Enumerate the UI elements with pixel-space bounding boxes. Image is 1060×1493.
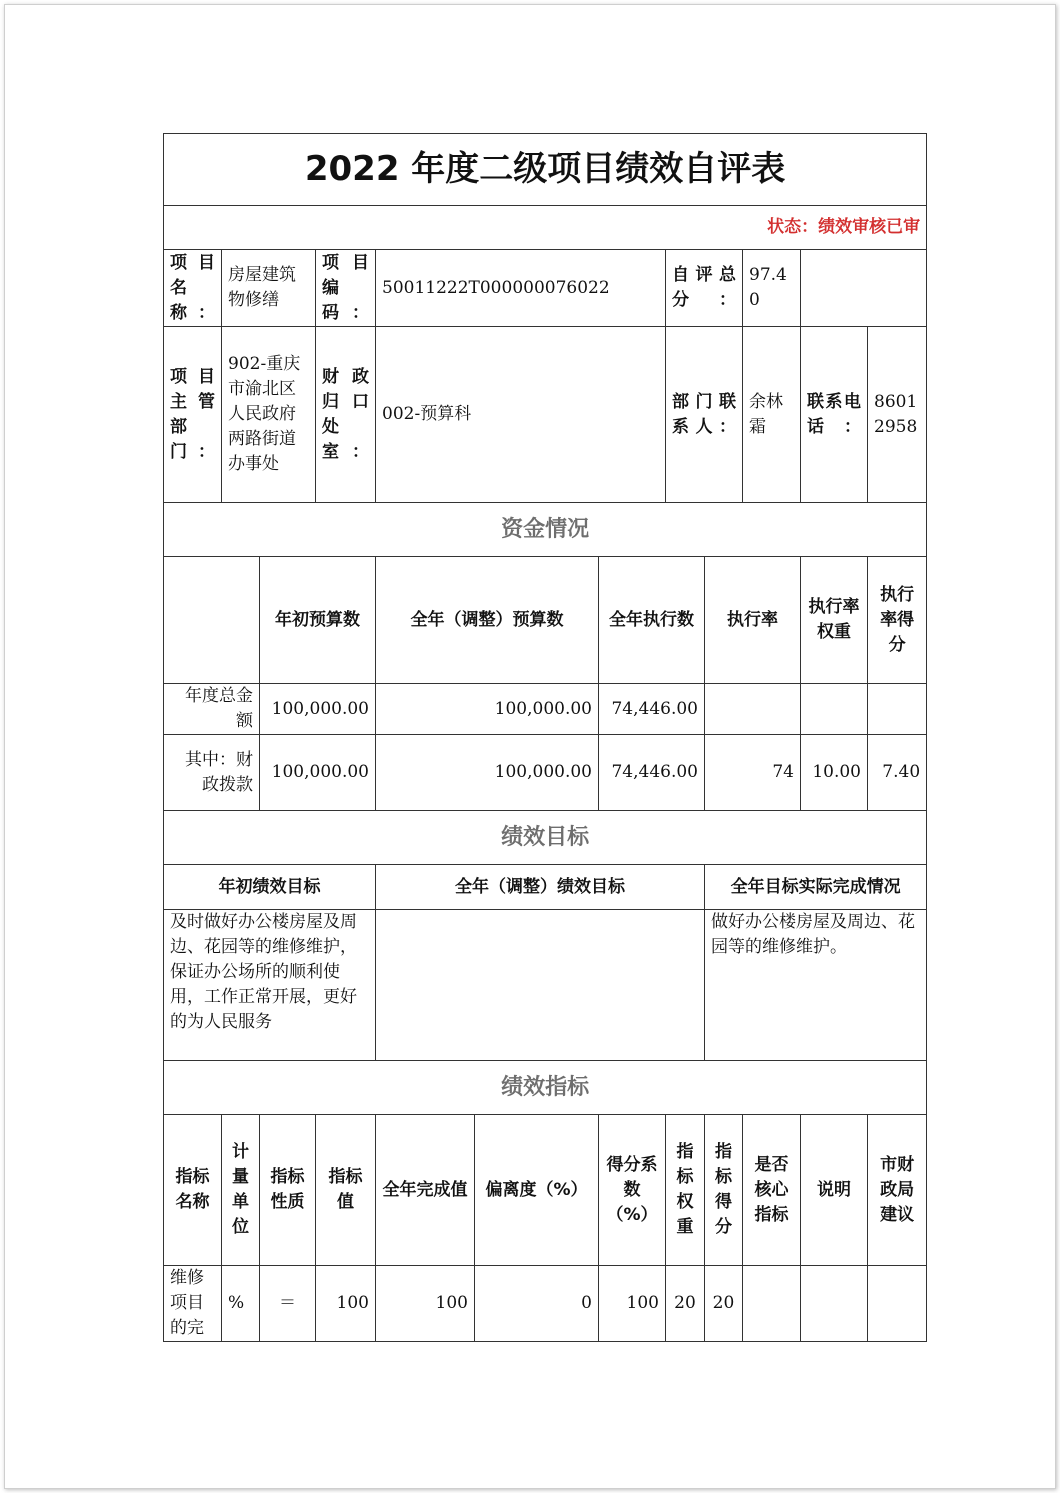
funds-row-total-label: 年度总金额 [164, 684, 260, 735]
ind-header-note: 说明 [801, 1115, 868, 1266]
dept-value: 902-重庆市渝北区人民政府两路街道办事处 [222, 327, 316, 503]
ind-row-note [801, 1266, 868, 1342]
ind-row-completed: 100 [376, 1266, 475, 1342]
ind-header-name: 指标名称 [164, 1115, 222, 1266]
goals-adjusted-text [376, 910, 705, 1061]
goals-header-initial: 年初绩效目标 [164, 865, 376, 910]
dept-label: 项目主管部门： [164, 327, 222, 503]
ind-header-unit: 计量单位 [222, 1115, 260, 1266]
ind-row-core [743, 1266, 801, 1342]
ind-header-completed: 全年完成值 [376, 1115, 475, 1266]
funds-row-total-rate [705, 684, 801, 735]
funds-row-fiscal-rate: 74 [705, 735, 801, 811]
funds-header-weight: 执行率权重 [801, 557, 868, 684]
indicators-section-title: 绩效指标 [164, 1061, 927, 1115]
funds-row-total-weight [801, 684, 868, 735]
funds-header-score: 执行率得分 [868, 557, 927, 684]
funds-header-executed: 全年执行数 [599, 557, 705, 684]
project-code-label: 项目编码： [316, 250, 376, 327]
funds-row-fiscal-executed: 74,446.00 [599, 735, 705, 811]
finance-office-value: 002-预算科 [376, 327, 666, 503]
status-badge: 状态：绩效审核已审 [164, 206, 927, 250]
contact-value: 余林霜 [743, 327, 801, 503]
ind-row-unit: % [222, 1266, 260, 1342]
funds-row-total-initial: 100,000.00 [260, 684, 376, 735]
funds-row-total-executed: 74,446.00 [599, 684, 705, 735]
funds-row-total-adjusted: 100,000.00 [376, 684, 599, 735]
contact-label: 部门联系人： [666, 327, 743, 503]
ind-row-nature: ＝ [260, 1266, 316, 1342]
goals-header-actual: 全年目标实际完成情况 [705, 865, 927, 910]
goals-initial-text: 及时做好办公楼房屋及周边、花园等的维修维护，保证办公场所的顺利使用，工作正常开展，更好的为人民服务 [164, 910, 376, 1061]
ind-row-name: 维修项目的完 [164, 1266, 222, 1342]
funds-row-fiscal-score: 7.40 [868, 735, 927, 811]
ind-row-score: 20 [705, 1266, 743, 1342]
funds-row-fiscal-weight: 10.00 [801, 735, 868, 811]
funds-row-fiscal-initial: 100,000.00 [260, 735, 376, 811]
empty-cell [801, 250, 927, 327]
ind-row-deviation: 0 [475, 1266, 599, 1342]
finance-office-label: 财政归口处室： [316, 327, 376, 503]
goals-header-adjusted: 全年（调整）绩效目标 [376, 865, 705, 910]
funds-header-adjusted: 全年（调整）预算数 [376, 557, 599, 684]
ind-row-weight: 20 [666, 1266, 705, 1342]
ind-header-coef: 得分系数（%） [599, 1115, 666, 1266]
ind-row-coef: 100 [599, 1266, 666, 1342]
form-title: 2022 年度二级项目绩效自评表 [164, 134, 927, 206]
ind-header-deviation: 偏离度（%） [475, 1115, 599, 1266]
ind-header-weight: 指标权重 [666, 1115, 705, 1266]
goals-actual-text: 做好办公楼房屋及周边、花园等的维修维护。 [705, 910, 927, 1061]
phone-value: 86012958 [868, 327, 927, 503]
funds-row-fiscal-label: 其中：财政拨款 [164, 735, 260, 811]
project-name-label: 项目名称： [164, 250, 222, 327]
funds-header-blank [164, 557, 260, 684]
ind-header-advice: 市财政局建议 [868, 1115, 927, 1266]
self-score-value: 97.40 [743, 250, 801, 327]
ind-header-core: 是否核心指标 [743, 1115, 801, 1266]
ind-header-score: 指标得分 [705, 1115, 743, 1266]
project-name-value: 房屋建筑物修缮 [222, 250, 316, 327]
phone-label: 联系电话： [801, 327, 868, 503]
funds-header-rate: 执行率 [705, 557, 801, 684]
ind-row-value: 100 [316, 1266, 376, 1342]
ind-header-nature: 指标性质 [260, 1115, 316, 1266]
ind-row-advice [868, 1266, 927, 1342]
self-score-label: 自评总分： [666, 250, 743, 327]
funds-row-fiscal-adjusted: 100,000.00 [376, 735, 599, 811]
ind-header-value: 指标值 [316, 1115, 376, 1266]
funds-header-initial: 年初预算数 [260, 557, 376, 684]
goals-section-title: 绩效目标 [164, 811, 927, 865]
self-evaluation-form [163, 133, 927, 1342]
project-code-value: 50011222T000000076022 [376, 250, 666, 327]
funds-section-title: 资金情况 [164, 503, 927, 557]
funds-row-total-score [868, 684, 927, 735]
table-row [164, 1266, 927, 1342]
